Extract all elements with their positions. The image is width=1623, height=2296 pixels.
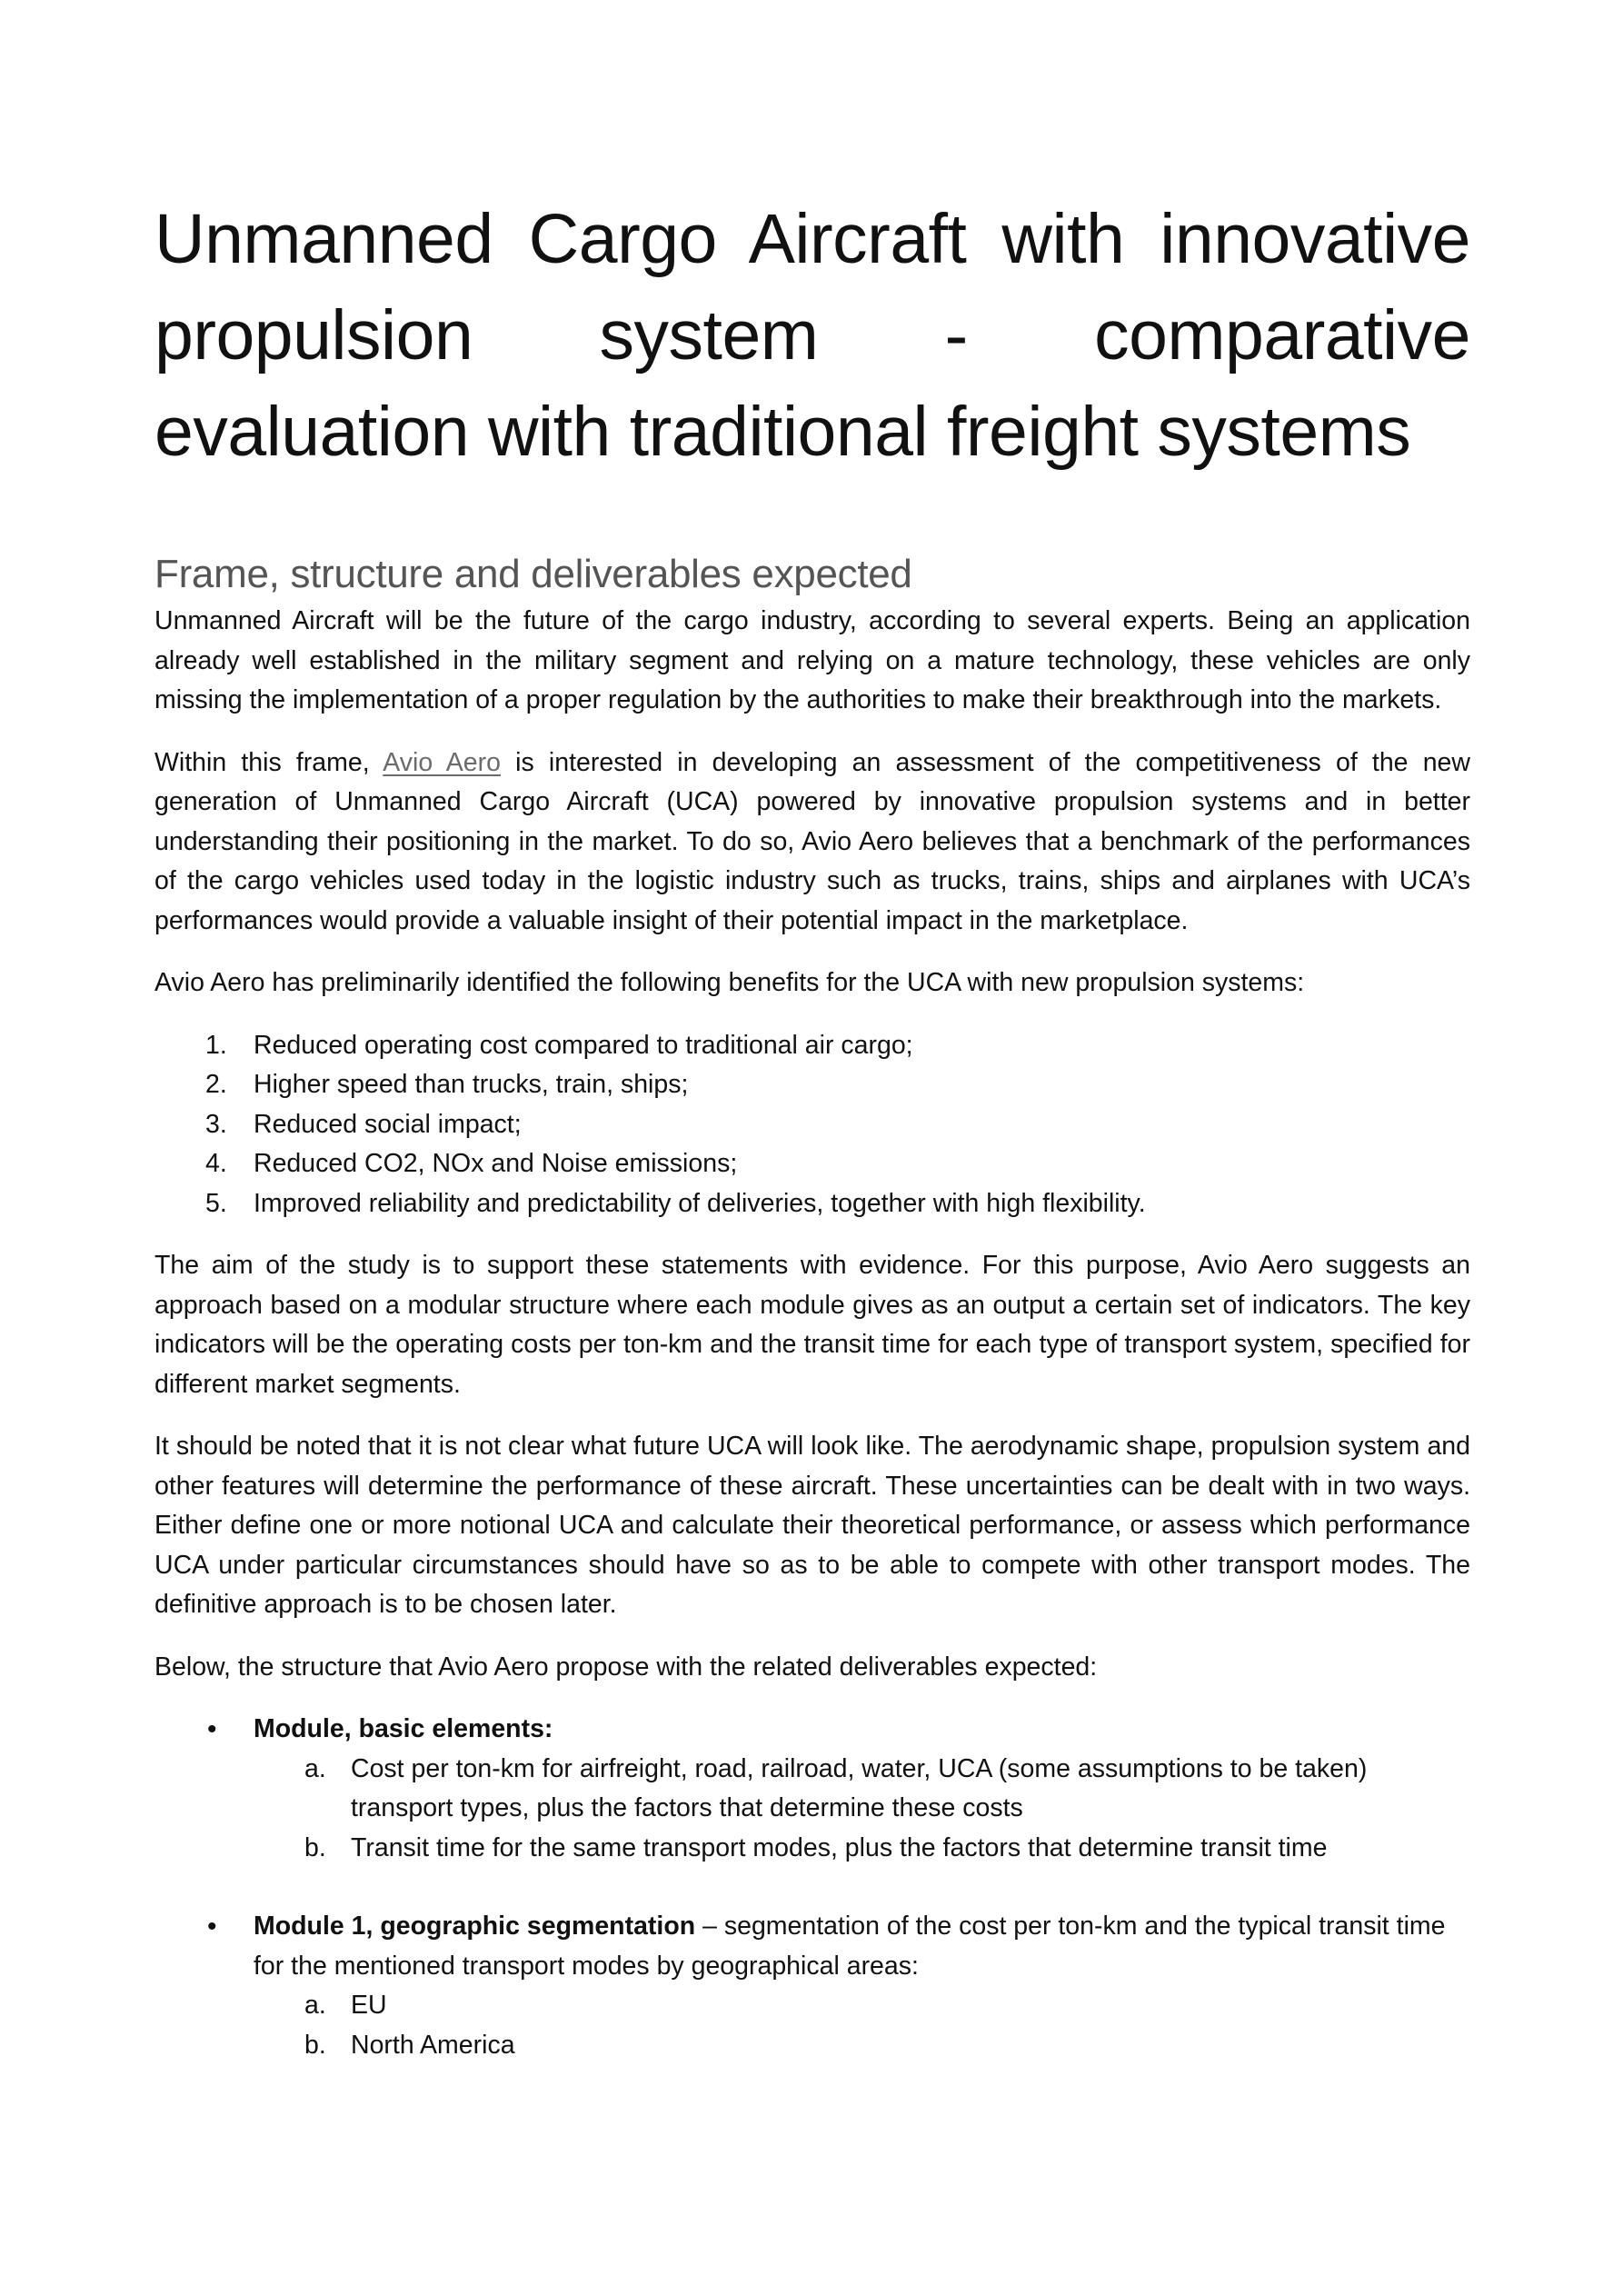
module-sublist [254, 1750, 1470, 1869]
sublist-item [254, 1750, 1470, 1829]
section-heading: Frame, structure and deliverables expected [154, 552, 912, 596]
list-number: 3. [205, 1109, 227, 1139]
module-body [254, 1710, 1470, 1868]
module-item [154, 1710, 1470, 1868]
sublist-item [254, 1829, 1470, 1869]
list-item [154, 1105, 1470, 1145]
list-item [154, 1144, 1470, 1184]
module-body [254, 1907, 1470, 2065]
list-item-text: Reduced operating cost compared to traditional air cargo; [254, 1030, 913, 1060]
paragraph-structure-intro: Below, the structure that Avio Aero propose with the related deliverables expected: [154, 1652, 1098, 1682]
paragraph-frame-prefix: Within this frame, [154, 747, 383, 777]
module-heading: Module 1, geographic segmentation [254, 1912, 696, 1941]
list-item [154, 1026, 1470, 1066]
sublist-letter: a. [304, 1991, 326, 2020]
sublist-text: Transit time for the same transport modes, plus the factors that determine transit time [351, 1832, 1328, 1862]
list-item [154, 1065, 1470, 1105]
module-heading: Module, basic elements: [254, 1714, 553, 1743]
sublist-letter: b. [304, 1832, 326, 1862]
list-item-text: Higher speed than trucks, train, ships; [254, 1070, 689, 1099]
paragraph-uncertainty: It should be noted that it is not clear what future UCA will look like. The aerodynamic shape, propulsion system and other features will determine the performance of these aircraft. These uncertainties can be dealt with in two ways. Either define one or more notional UCA and calculate their theoretical performance, or assess which performance UCA under particular circumstances should have so as to be able to compete with other transport modes. The definitive approach is to be chosen later. [154, 1432, 1470, 1619]
modules-list [154, 1710, 1470, 2065]
sublist-item [254, 1986, 1470, 2026]
sublist-letter: b. [304, 2030, 326, 2060]
sublist-text: EU [351, 1991, 387, 2020]
module-sublist [254, 1986, 1470, 2065]
avio-aero-link[interactable]: Avio Aero [383, 747, 501, 777]
paragraph-benefits-intro: Avio Aero has preliminarily identified the following benefits for the UCA with new propulsion systems: [154, 968, 1305, 997]
list-number: 5. [205, 1188, 227, 1218]
list-item-text: Improved reliability and predictability of deliveries, together with high flexibility. [254, 1188, 1146, 1218]
bullet-icon: • [207, 1714, 217, 1744]
paragraph-frame [154, 744, 1470, 942]
list-number: 4. [205, 1149, 227, 1178]
benefits-list [154, 1026, 1470, 1224]
list-item-text: Reduced social impact; [254, 1109, 522, 1139]
paragraph-frame-suffix: is interested in developing an assessment of the competitiveness of the new generation of Unmanned Cargo Aircraft (UCA) powered by innovative propulsion systems and in better understanding their positioning in the market. To do so, Avio Aero believes that a benchmark of the performances of the cargo vehicles used today in the logistic industry such as trucks, trains, ships and airplanes with UCA’s performances would provide a valuable insight of their potential impact in the marketplace. [154, 747, 1470, 935]
document-title: Unmanned Cargo Aircraft with innovative propulsion system - comparative evaluation with traditional freight systems [154, 200, 1470, 471]
bullet-icon: • [207, 1912, 217, 1942]
paragraph-intro: Unmanned Aircraft will be the future of the cargo industry, according to several experts. Being an application already well established in the military segment and relying on a mature technology, these vehicles are only missing the implementation of a proper regulation by the authorities to make their breakthrough into the markets. [154, 606, 1470, 714]
sublist-text: Cost per ton-km for airfreight, road, railroad, water, UCA (some assumptions to be taken) transport types, plus the factors that determine these costs [351, 1753, 1368, 1822]
paragraph-aim: The aim of the study is to support these statements with evidence. For this purpose, Avio Aero suggests an approach based on a modular structure where each module gives as an output a certain set of indicators. The key indicators will be the operating costs per ton-km and the transit time for each type of transport system, specified for different market segments. [154, 1251, 1470, 1399]
list-item-text: Reduced CO2, NOx and Noise emissions; [254, 1149, 738, 1178]
module-description: – segmentation of the cost per ton-km and the typical transit time for the mentioned transport modes by geographical areas: [254, 1912, 1446, 1981]
sublist-letter: a. [304, 1753, 326, 1783]
list-number: 1. [205, 1030, 227, 1060]
list-item [154, 1184, 1470, 1224]
sublist-item [254, 2026, 1470, 2066]
sublist-text: North America [351, 2030, 515, 2060]
module-item [154, 1907, 1470, 2065]
document-page [154, 191, 1470, 2065]
list-number: 2. [205, 1070, 227, 1099]
